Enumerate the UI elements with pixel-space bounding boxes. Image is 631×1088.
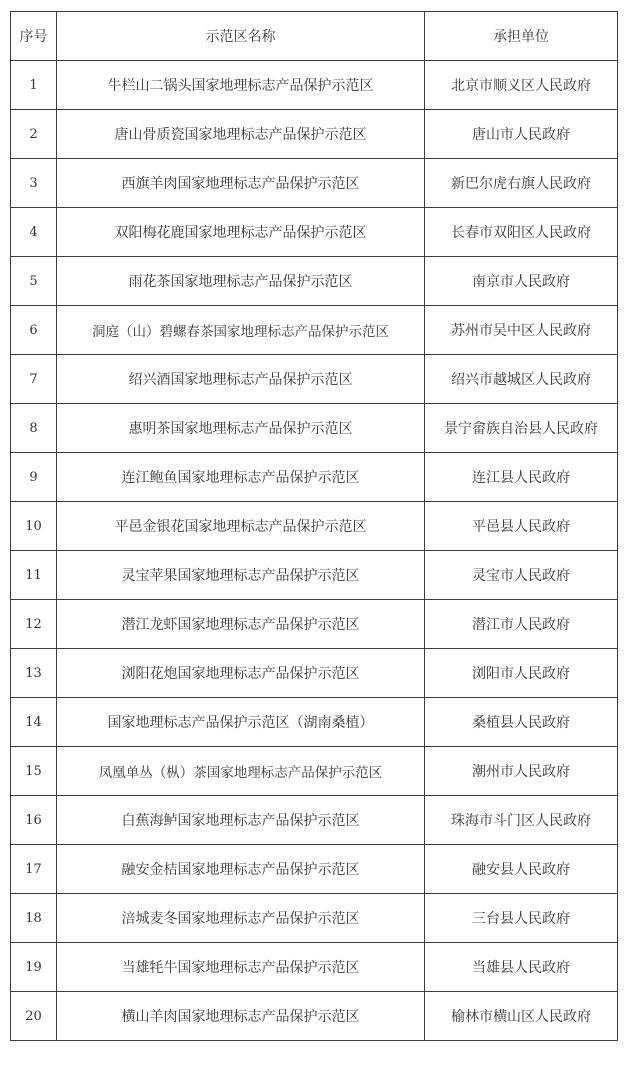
serial-number-cell: 10 [11, 502, 57, 551]
zone-name-cell: 平邑金银花国家地理标志产品保护示范区 [57, 502, 425, 551]
zone-name-cell: 惠明茶国家地理标志产品保护示范区 [57, 404, 425, 453]
zone-name-cell: 牛栏山二锅头国家地理标志产品保护示范区 [57, 61, 425, 110]
zone-name-cell: 横山羊肉国家地理标志产品保护示范区 [57, 992, 425, 1041]
serial-number-cell: 8 [11, 404, 57, 453]
serial-number-cell: 18 [11, 894, 57, 943]
responsible-unit-cell: 北京市顺义区人民政府 [425, 61, 618, 110]
zone-name-cell: 浏阳花炮国家地理标志产品保护示范区 [57, 649, 425, 698]
zone-name-cell: 凤凰单丛（枞）茶国家地理标志产品保护示范区 [57, 747, 425, 796]
serial-number-cell: 2 [11, 110, 57, 159]
responsible-unit-cell: 唐山市人民政府 [425, 110, 618, 159]
responsible-unit-cell: 南京市人民政府 [425, 257, 618, 306]
table-row [11, 747, 618, 796]
serial-number-cell: 11 [11, 551, 57, 600]
table-row [11, 992, 618, 1041]
serial-number-cell: 14 [11, 698, 57, 747]
table-row [11, 894, 618, 943]
responsible-unit-cell: 绍兴市越城区人民政府 [425, 355, 618, 404]
serial-number-cell: 9 [11, 453, 57, 502]
serial-number-cell: 1 [11, 61, 57, 110]
responsible-unit-cell: 榆林市横山区人民政府 [425, 992, 618, 1041]
zone-name-cell: 连江鲍鱼国家地理标志产品保护示范区 [57, 453, 425, 502]
zone-name-cell: 西旗羊肉国家地理标志产品保护示范区 [57, 159, 425, 208]
table-row [11, 649, 618, 698]
serial-number-cell: 17 [11, 845, 57, 894]
serial-number-cell: 13 [11, 649, 57, 698]
header-zone-name: 示范区名称 [57, 12, 425, 61]
responsible-unit-cell: 珠海市斗门区人民政府 [425, 796, 618, 845]
table-row [11, 257, 618, 306]
zone-name-cell: 绍兴酒国家地理标志产品保护示范区 [57, 355, 425, 404]
table-row [11, 943, 618, 992]
responsible-unit-cell: 浏阳市人民政府 [425, 649, 618, 698]
table-row [11, 502, 618, 551]
serial-number-cell: 15 [11, 747, 57, 796]
table-row [11, 453, 618, 502]
table-row [11, 110, 618, 159]
zone-name-cell: 白蕉海鲈国家地理标志产品保护示范区 [57, 796, 425, 845]
table-row [11, 355, 618, 404]
serial-number-cell: 16 [11, 796, 57, 845]
serial-number-cell: 7 [11, 355, 57, 404]
responsible-unit-cell: 桑植县人民政府 [425, 698, 618, 747]
demo-zone-table [10, 11, 618, 1041]
table-row [11, 796, 618, 845]
responsible-unit-cell: 融安县人民政府 [425, 845, 618, 894]
table-row [11, 551, 618, 600]
responsible-unit-cell: 潮州市人民政府 [425, 747, 618, 796]
responsible-unit-cell: 长春市双阳区人民政府 [425, 208, 618, 257]
zone-name-cell: 灵宝苹果国家地理标志产品保护示范区 [57, 551, 425, 600]
zone-name-cell: 潜江龙虾国家地理标志产品保护示范区 [57, 600, 425, 649]
serial-number-cell: 6 [11, 306, 57, 355]
zone-name-cell: 涪城麦冬国家地理标志产品保护示范区 [57, 894, 425, 943]
table-header-row [11, 12, 618, 61]
serial-number-cell: 4 [11, 208, 57, 257]
table-row [11, 306, 618, 355]
serial-number-cell: 5 [11, 257, 57, 306]
responsible-unit-cell: 灵宝市人民政府 [425, 551, 618, 600]
responsible-unit-cell: 当雄县人民政府 [425, 943, 618, 992]
zone-name-cell: 国家地理标志产品保护示范区（湖南桑植） [57, 698, 425, 747]
serial-number-cell: 3 [11, 159, 57, 208]
table-row [11, 159, 618, 208]
responsible-unit-cell: 平邑县人民政府 [425, 502, 618, 551]
responsible-unit-cell: 苏州市吴中区人民政府 [425, 306, 618, 355]
table-row [11, 404, 618, 453]
serial-number-cell: 12 [11, 600, 57, 649]
responsible-unit-cell: 景宁畲族自治县人民政府 [425, 404, 618, 453]
table-row [11, 600, 618, 649]
responsible-unit-cell: 潜江市人民政府 [425, 600, 618, 649]
table-row [11, 698, 618, 747]
table-row [11, 61, 618, 110]
serial-number-cell: 20 [11, 992, 57, 1041]
responsible-unit-cell: 三台县人民政府 [425, 894, 618, 943]
zone-name-cell: 双阳梅花鹿国家地理标志产品保护示范区 [57, 208, 425, 257]
table-body [11, 61, 618, 1041]
zone-name-cell: 融安金桔国家地理标志产品保护示范区 [57, 845, 425, 894]
responsible-unit-cell: 连江县人民政府 [425, 453, 618, 502]
header-responsible-unit: 承担单位 [425, 12, 618, 61]
serial-number-cell: 19 [11, 943, 57, 992]
zone-name-cell: 雨花茶国家地理标志产品保护示范区 [57, 257, 425, 306]
table-row [11, 845, 618, 894]
header-serial-number: 序号 [11, 12, 57, 61]
zone-name-cell: 洞庭（山）碧螺春茶国家地理标志产品保护示范区 [57, 306, 425, 355]
zone-name-cell: 当雄牦牛国家地理标志产品保护示范区 [57, 943, 425, 992]
responsible-unit-cell: 新巴尔虎右旗人民政府 [425, 159, 618, 208]
zone-name-cell: 唐山骨质瓷国家地理标志产品保护示范区 [57, 110, 425, 159]
table-row [11, 208, 618, 257]
